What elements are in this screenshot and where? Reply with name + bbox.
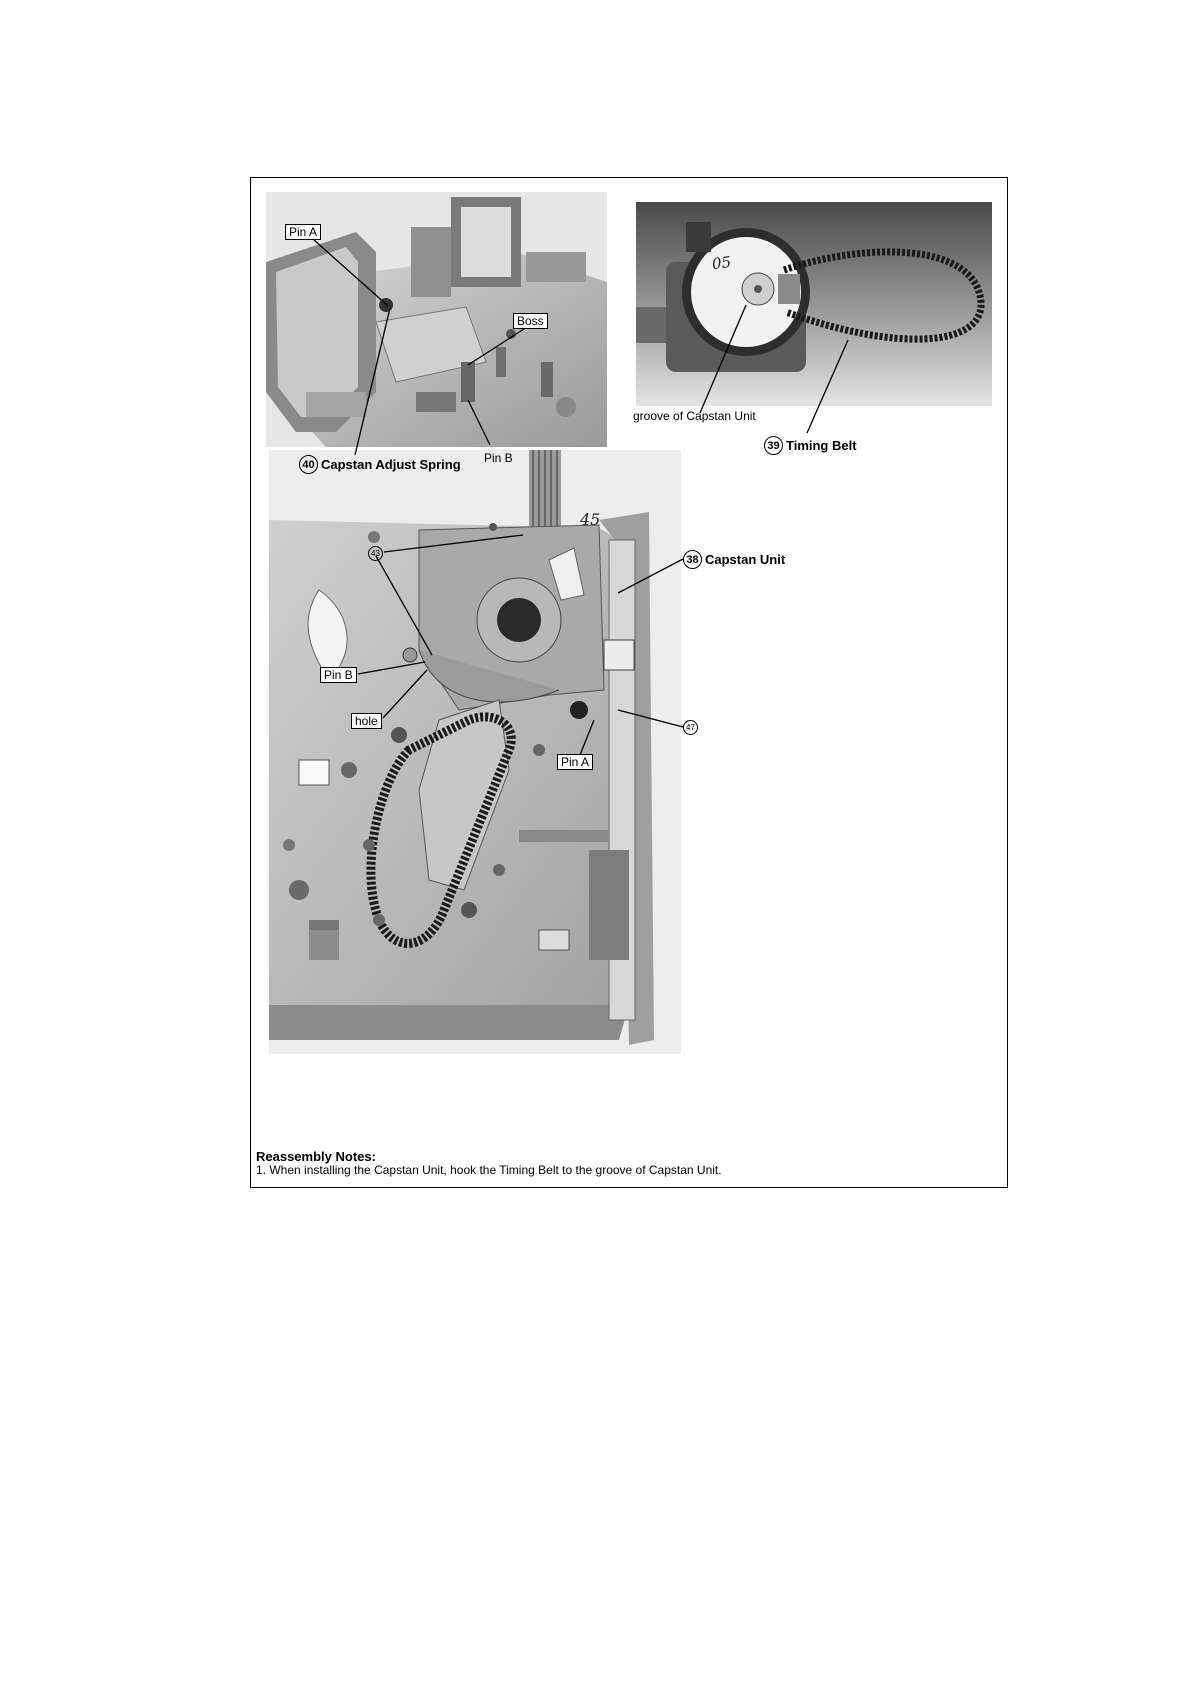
handwritten-mark-05: 05: [710, 252, 733, 274]
label-pin-b-main: Pin B: [320, 667, 357, 683]
part-name-capstan-adjust-spring: Capstan Adjust Spring: [321, 457, 461, 472]
callout-capstan-unit: [683, 550, 785, 569]
part-number-39: 39: [764, 436, 783, 455]
reassembly-note-1: 1. When installing the Capstan Unit, hook the Timing Belt to the groove of Capstan Unit.: [256, 1163, 722, 1177]
handwritten-mark-45: 45: [580, 510, 601, 529]
screw-number-47: 47: [683, 720, 698, 735]
label-pin-b-top: Pin B: [484, 451, 513, 465]
screw-number-43: 43: [368, 546, 383, 561]
part-name-timing-belt: Timing Belt: [786, 438, 857, 453]
part-number-40: 40: [299, 455, 318, 474]
label-boss: Boss: [513, 313, 548, 329]
label-groove-of-capstan-unit: groove of Capstan Unit: [633, 409, 756, 423]
photo-capstan-belt: [636, 202, 992, 406]
reassembly-notes-title: Reassembly Notes:: [256, 1149, 376, 1164]
label-pin-a-top: Pin A: [285, 224, 321, 240]
callout-timing-belt: [764, 436, 857, 455]
label-pin-a-main: Pin A: [557, 754, 593, 770]
part-number-38: 38: [683, 550, 702, 569]
photo-capstan-chassis: [269, 450, 681, 1054]
callout-capstan-adjust-spring: [299, 455, 461, 474]
label-hole: hole: [351, 713, 382, 729]
part-name-capstan-unit: Capstan Unit: [705, 552, 786, 567]
